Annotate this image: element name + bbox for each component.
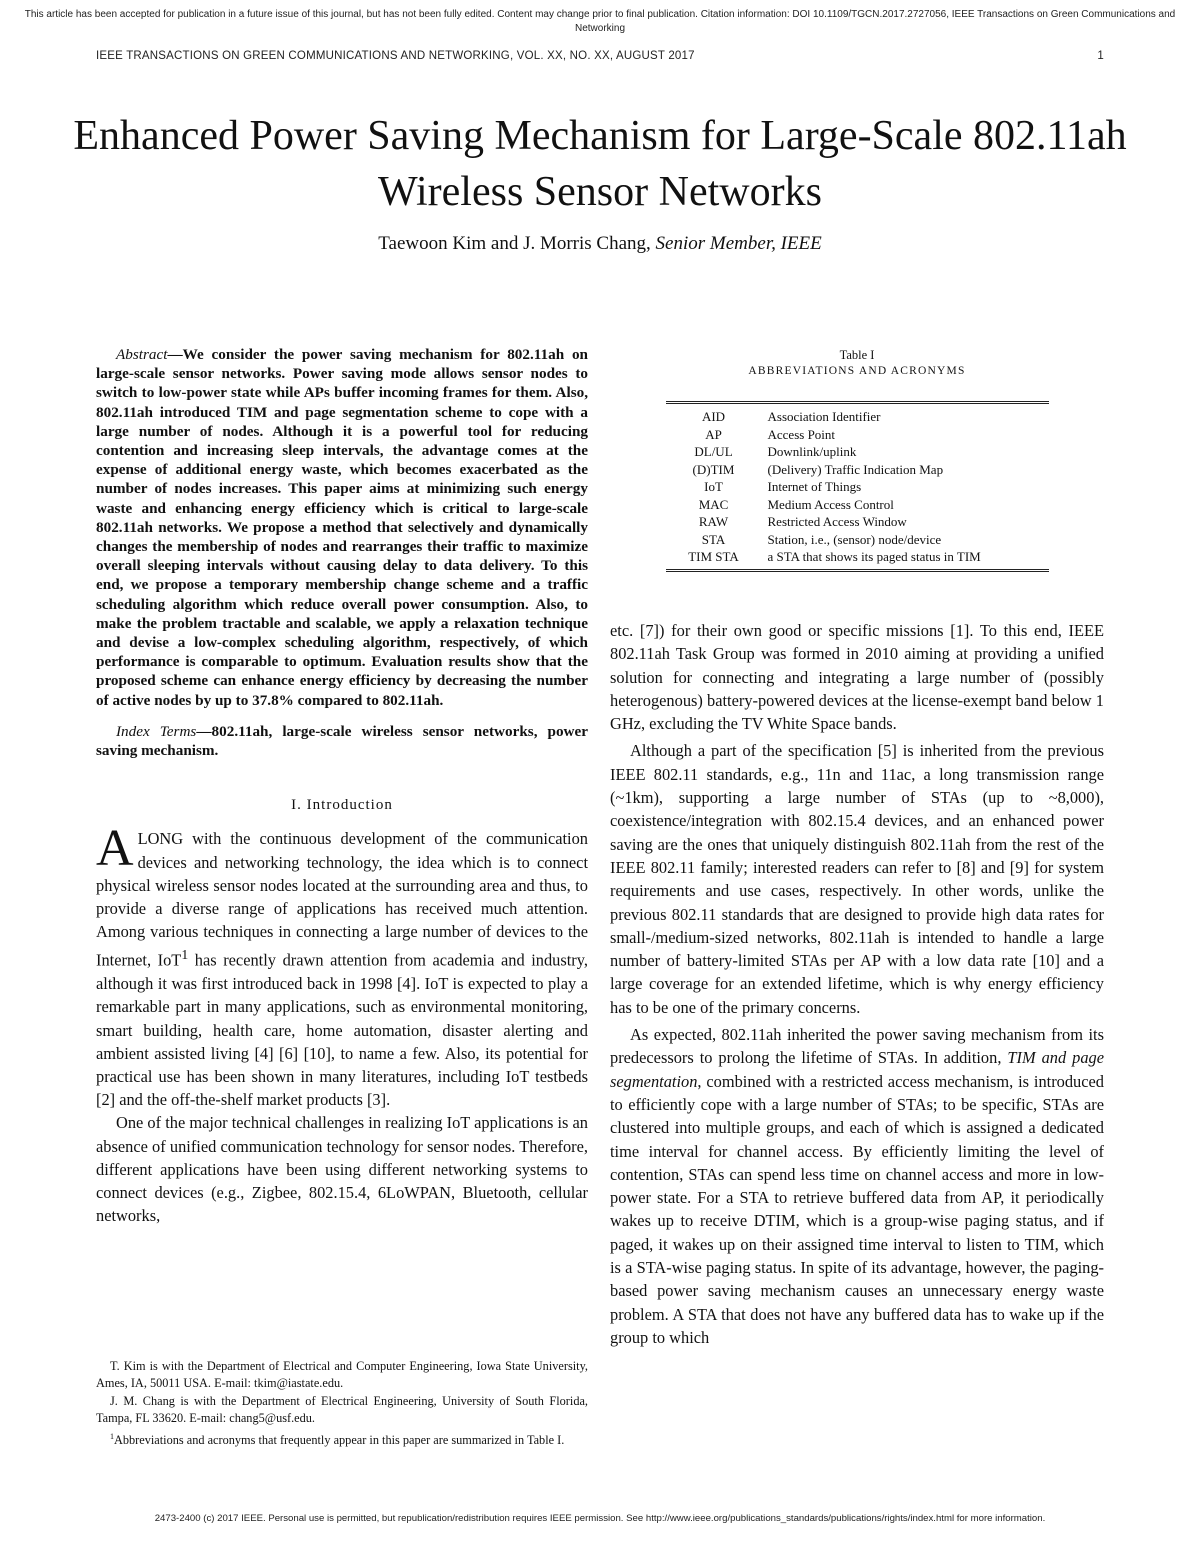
copyright-notice: 2473-2400 (c) 2017 IEEE. Personal use is permitted, but republication/redistribution requires IEEE permission. See http://www.ieee.org/publications_standards/publications/rights/index.html for more information. [154, 1513, 1046, 1524]
definition-cell: Station, i.e., (sensor) node/device [767, 531, 942, 547]
right-p3-text-a: As expected, 802.11ah inherited the power saving mechanism from its predecessors to prolong the lifetime of STAs. In addition, [610, 1025, 1104, 1068]
definition-cell: a STA that shows its paged status in TIM [767, 549, 981, 564]
footnote-chang: J. M. Chang is with the Department of Electrical Engineering, University of South Florida, Tampa, FL 33620. E-mail: chang5@usf.edu. [96, 1393, 588, 1426]
footnotes [96, 1358, 588, 1449]
right-column [610, 347, 1104, 1347]
index-terms-label: Index Terms [116, 722, 197, 740]
section-heading: I. Introduction [291, 797, 393, 814]
footnote-1-text: Abbreviations and acronyms that frequently appear in this paper are summarized in Table I. [114, 1432, 565, 1447]
right-paragraph-1: etc. [7]) for their own good or specific missions [1]. To this end, IEEE 802.11ah Task Group was formed in 2010 aiming at providing a unified solution for connecting and integrating a large number of (possibly heterogenous) battery-powered devices at the license-exempt band below 1 GHz, excluding the TV White Space bands. [610, 621, 1104, 734]
abbreviation-cell: TIM STA [688, 549, 739, 564]
definition-cell: (Delivery) Traffic Indication Map [767, 461, 944, 477]
intro-paragraph-1 [96, 820, 588, 1111]
table-row [666, 426, 1049, 444]
definition-cell: Restricted Access Window [767, 514, 907, 529]
drop-cap: A [96, 820, 134, 878]
author-names: Taewoon Kim and J. Morris Chang, [378, 233, 651, 254]
abbreviations-table [666, 401, 1049, 572]
abstract [96, 345, 588, 710]
journal-header: IEEE TRANSACTIONS ON GREEN COMMUNICATIONS AND NETWORKING, VOL. XX, NO. XX, AUGUST 2017 [96, 50, 695, 62]
abstract-text: —We consider the power saving mechanism for 802.11ah on large-scale sensor networks. Power saving mode allows sensor nodes to switch to low-power state while APs buffer incoming frames for them. Also, 802.11ah introduced TIM and page segmentation scheme to cope with a large number of nodes. Although it is a powerful tool for reducing contention and increasing sleep intervals, the advantage comes at the expense of additional energy waste, which becomes exacerbated as the number of nodes increases. This paper aims at minimizing such energy waste and enhancing energy efficiency which is critical to large-scale 802.11ah networks. We propose a method that selectively and dynamically changes the membership of nodes and rearranges their traffic to maximize overall sleeping intervals without causing delay to data delivery. To this end, we propose a temporary membership change scheme and a traffic scheduling algorithm which reduce overall power consumption. Also, to make the problem tractable and scalable, we apply a relaxation technique and devise a low-complex scheduling algorithm, respectively, of which performance is comparable to optimum. Evaluation results show that the proposed scheme can enhance energy efficiency by decreasing the number of active nodes by up to 37.8% compared to 802.11ah. [96, 346, 588, 709]
right-paragraph-2: Although a part of the specification [5] is inherited from the previous IEEE 802.11 standards, e.g., 11n and 11ac, a long transmission range (~1km), supporting a large number of STAs (up to ~8,000), coexistence/integration with 802.15.4 devices, and an enhanced power saving are the ones that uniquely distinguish 802.11ah from the rest of the IEEE 802.11 family; interested readers can refer to [8] and [9] for system requirements and use cases, respectively. In other words, unlike the previous 802.11 standards that are designed to provide high data rates for small-/medium-sized networks, 802.11ah is intended to handle a large number of battery-limited STAs per AP with a low data rate [10] and a large coverage for an extended lifetime, which is why energy efficiency has to be one of the primary concerns. [610, 741, 1104, 1017]
abbreviation-cell: (D)TIM [692, 461, 735, 477]
paper-title: Enhanced Power Saving Mechanism for Large-Scale 802.11ah Wireless Sensor Networks [73, 113, 1127, 215]
author-role: Senior Member, IEEE [655, 233, 822, 254]
index-terms-text: —802.11ah, large-scale wireless sensor networks, power saving mechanism. [96, 722, 589, 760]
definition-cell: Medium Access Control [767, 496, 894, 512]
left-column [96, 345, 588, 1227]
definition-cell: Downlink/uplink [767, 444, 857, 459]
abbreviation-cell: IoT [704, 479, 723, 494]
table-row [666, 403, 1049, 426]
table-row [666, 461, 1049, 479]
footnote-marker: 1 [181, 947, 189, 963]
abbreviation-cell: DL/UL [694, 444, 733, 459]
table-row [666, 513, 1049, 531]
definition-cell: Association Identifier [767, 409, 881, 424]
right-body [610, 619, 1104, 1349]
footnote-1-mark: 1 [110, 1431, 114, 1441]
table-row [666, 478, 1049, 496]
right-p3-text-b: , combined with a restricted access mechanism, is introduced to efficiently cope with a large number of STAs; to be specific, STAs are clustered into multiple groups, and each of which is assigned a dedicated time interval for channel access. By efficiently limiting the level of contention, STAs can spend less time on channel access and more in low-power state. For a STA to retrieve buffered data from AP, it periodically wakes up to receive DTIM, which is a group-wise paging status, and if paged, it wakes up on their assigned time interval to listen to TIM, which is a STA-wise paging status. In spite of its advantage, however, the paging-based power saving mechanism causes an unnecessary energy waste problem. A STA that does not have any buffered data has to wake up if the group to which [610, 1071, 1104, 1347]
table-caption [610, 347, 1104, 379]
index-terms [96, 722, 588, 760]
abbreviation-cell: AID [701, 409, 726, 424]
definition-cell: Internet of Things [767, 479, 862, 494]
right-p3-emphasis: TIM and page segmentation [610, 1048, 1104, 1091]
right-paragraph-3 [610, 1023, 1104, 1349]
table-row [666, 443, 1049, 461]
intro-p1-text-a: LONG with the continuous development of the communication devices and networking technology, the idea which is to connect physical wireless sensor nodes located at the surrounding area and thus, to provide a diverse range of applications has received much attention. Among various techniques in connecting a large number of devices to the Internet, IoT [96, 829, 588, 970]
intro-p1-text-b: has recently drawn attention from academia and industry, although it was first introduced back in 1998 [4]. IoT is expected to play a remarkable part in many applications, such as environmental monitoring, smart building, health care, home automation, disaster alerting and ambient assisted living [4] [6] [10], to name a few. Also, its potential for practical use has been shown in many literatures, including IoT testbeds [2] and the off-the-shelf market products [3]. [96, 950, 588, 1110]
publication-notice: This article has been accepted for publication in a future issue of this journal, but has not been fully edited. Content may change prior to final publication. Citation information: DOI 10.1109/TGCN.2017.2727056, IEEE Transactions on Green Communications and Networking [24, 9, 1176, 34]
footnote-1 [96, 1428, 588, 1450]
abstract-label: Abstract [116, 346, 168, 363]
abbreviation-cell: RAW [698, 514, 729, 529]
table-row [666, 531, 1049, 549]
abbreviation-cell: AP [705, 426, 722, 442]
definition-cell: Access Point [767, 426, 836, 442]
abbreviation-cell: MAC [698, 496, 729, 512]
running-head [96, 50, 1104, 62]
abbreviation-cell: STA [701, 531, 726, 547]
table-row [666, 496, 1049, 514]
author-line [60, 233, 1140, 255]
table-row [666, 548, 1049, 570]
intro-paragraph-2: One of the major technical challenges in realizing IoT applications is an absence of unified communication technology for sensor nodes. Therefore, different applications have been using different networking systems to connect devices (e.g., Zigbee, 802.15.4, 6LoWPAN, Bluetooth, cellular networks, [96, 1113, 588, 1226]
table-number: Table I [839, 348, 875, 362]
table-title: ABBREVIATIONS AND ACRONYMS [748, 365, 966, 377]
footnote-kim: T. Kim is with the Department of Electrical and Computer Engineering, Iowa State University, Ames, IA, 50011 USA. E-mail: tkim@iastate.edu. [96, 1359, 588, 1391]
page-number: 1 [1097, 50, 1104, 62]
